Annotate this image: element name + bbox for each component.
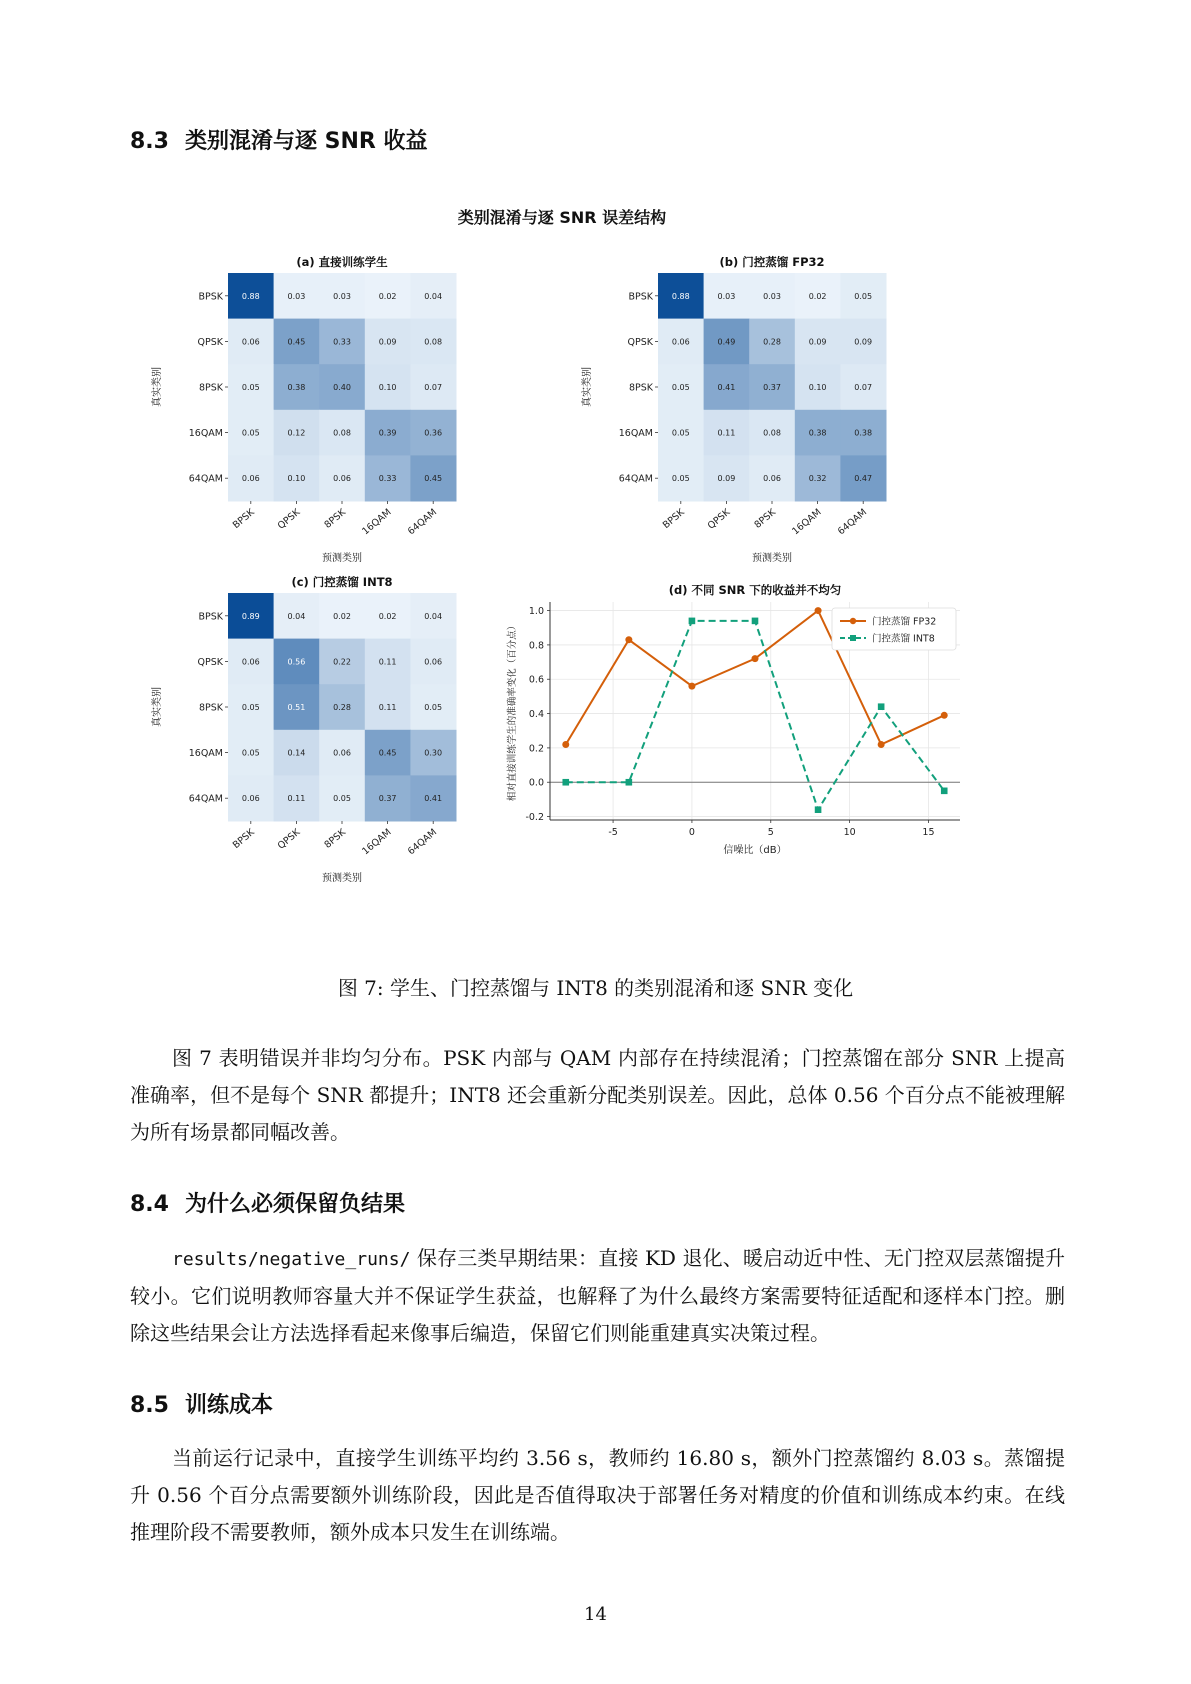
cell-value-label: 0.07: [424, 383, 443, 392]
x-tick-label: 5: [767, 827, 774, 838]
section-title: 类别混淆与逐 SNR 收益: [184, 129, 428, 154]
cell-value-label: 0.07: [854, 383, 873, 392]
cell-value-label: 0.38: [808, 428, 827, 438]
cell-value-label: 0.22: [333, 657, 351, 667]
data-point: [689, 618, 696, 625]
cell-value-label: 0.39: [378, 428, 397, 438]
y-tick-label: 8PSK: [198, 382, 223, 394]
cell-value-label: 0.41: [424, 794, 443, 804]
cell-value-label: 0.08: [763, 428, 781, 438]
cell-value-label: 0.09: [378, 337, 397, 347]
cell-value-label: 0.88: [671, 291, 690, 301]
data-point: [941, 712, 948, 719]
cell-value-label: 0.09: [808, 337, 827, 347]
y-tick-label: 8PSK: [628, 382, 653, 394]
cell-value-label: 0.06: [424, 657, 443, 667]
cell-value-label: 0.10: [287, 474, 306, 484]
x-axis-label: 预测类别: [322, 873, 362, 884]
data-point: [815, 806, 822, 813]
paragraph-2-text: 保存三类早期结果：直接 KD 退化、暖启动近中性、无门控双层蒸馏提升较小。它们说明教师容量大并不保证学生获益，也解释了为什么最终方案需要特征适配和逐样本门控。删除这些结果会让方法选择看起来像事后编造，保留它们则能重建真实决策过程。: [130, 1246, 1065, 1345]
cell-value-label: 0.88: [241, 291, 260, 301]
figure-suptitle: 类别混淆与逐 SNR 误差结构: [457, 208, 667, 227]
cell-value-label: 0.04: [287, 611, 306, 621]
cell-value-label: 0.06: [241, 337, 260, 347]
section-number: 8.3: [130, 129, 169, 154]
cell-value-label: 0.32: [808, 474, 827, 484]
data-point: [878, 703, 885, 710]
cell-value-label: 0.89: [241, 611, 260, 621]
cell-value-label: 0.04: [424, 611, 443, 621]
cell-value-label: 0.05: [333, 794, 351, 804]
y-tick-label: 1.0: [528, 606, 544, 618]
y-tick-label: -0.2: [525, 812, 544, 824]
section-heading-8-5: [130, 1388, 273, 1419]
x-tick-label: 64QAM: [405, 826, 440, 858]
cell-value-label: 0.12: [287, 428, 306, 438]
heatmap-title: (c) 门控蒸馏 INT8: [291, 575, 393, 589]
cell-value-label: 0.33: [333, 337, 351, 347]
cell-value-label: 0.45: [378, 748, 397, 758]
data-point: [562, 741, 569, 748]
heatmap-c: [150, 575, 457, 884]
cell-value-label: 0.45: [424, 474, 443, 484]
cell-value-label: 0.05: [241, 748, 260, 758]
y-tick-label: 64QAM: [188, 473, 223, 485]
data-point: [752, 618, 759, 625]
cell-value-label: 0.38: [854, 428, 873, 438]
cell-value-label: 0.05: [854, 291, 873, 301]
cell-value-label: 0.49: [717, 337, 736, 347]
data-point: [752, 655, 759, 662]
cell-value-label: 0.09: [854, 337, 873, 347]
cell-value-label: 0.37: [378, 794, 397, 804]
cell-value-label: 0.28: [333, 703, 351, 712]
x-tick-label: -5: [608, 827, 618, 838]
cell-value-label: 0.47: [854, 474, 873, 484]
y-tick-label: QPSK: [627, 336, 653, 348]
y-tick-label: 0.2: [528, 743, 544, 755]
heatmap-title: (a) 直接训练学生: [296, 255, 388, 269]
data-point: [815, 607, 822, 614]
cell-value-label: 0.33: [378, 474, 397, 484]
heatmap-a: [150, 255, 457, 564]
cell-value-label: 0.05: [671, 474, 690, 484]
cell-value-label: 0.11: [287, 794, 306, 804]
cell-value-label: 0.05: [241, 428, 260, 438]
cell-value-label: 0.03: [333, 291, 351, 301]
cell-value-label: 0.40: [333, 383, 351, 392]
y-tick-label: 0.4: [528, 709, 544, 721]
y-tick-label: 16QAM: [188, 428, 223, 440]
cell-value-label: 0.30: [424, 748, 443, 758]
cell-value-label: 0.05: [424, 703, 443, 712]
cell-value-label: 0.02: [378, 611, 397, 621]
x-axis-label: 预测类别: [322, 553, 362, 564]
y-tick-label: QPSK: [197, 656, 223, 668]
section-title: 训练成本: [184, 1393, 273, 1418]
cell-value-label: 0.06: [333, 474, 351, 484]
cell-value-label: 0.37: [763, 383, 781, 392]
section-heading-8-4: [130, 1187, 405, 1218]
cell-value-label: 0.06: [241, 794, 260, 804]
x-tick-label: BPSK: [230, 826, 257, 852]
cell-value-label: 0.06: [763, 474, 781, 484]
x-tick-label: 64QAM: [405, 506, 440, 538]
heatmap-b: [580, 255, 887, 564]
cell-value-label: 0.05: [671, 428, 690, 438]
x-tick-label: 16QAM: [360, 826, 394, 858]
cell-value-label: 0.38: [287, 383, 306, 392]
data-point: [562, 779, 569, 786]
y-axis-label: 真实类别: [582, 367, 593, 407]
data-point: [878, 741, 885, 748]
cell-value-label: 0.51: [287, 703, 306, 712]
cell-value-label: 0.11: [378, 657, 397, 667]
cell-value-label: 0.11: [378, 703, 397, 712]
code-path: results/negative_runs/: [172, 1249, 411, 1270]
paragraph-1: 图 7 表明错误并非均匀分布。PSK 内部与 QAM 内部存在持续混淆；门控蒸馏在部分 SNR 上提高准确率，但不是每个 SNR 都提升；INT8 还会重新分配类别误差。因此，总体 0.56 个百分点不能被理解为所有场景都同幅改善。: [130, 1046, 1065, 1144]
x-tick-label: 8PSK: [322, 826, 348, 851]
y-tick-label: 64QAM: [188, 793, 223, 805]
x-tick-label: 16QAM: [790, 506, 824, 538]
cell-value-label: 0.08: [333, 428, 351, 438]
cell-value-label: 0.06: [333, 748, 351, 758]
y-axis-label: 真实类别: [152, 367, 163, 407]
section-heading-8-3: [130, 124, 428, 155]
line-chart-title: (d) 不同 SNR 下的收益并不均匀: [668, 583, 842, 597]
cell-value-label: 0.14: [287, 748, 306, 758]
legend-label: 门控蒸馏 INT8: [872, 633, 935, 645]
section-title: 为什么必须保留负结果: [184, 1192, 405, 1217]
y-tick-label: QPSK: [197, 336, 223, 348]
cell-value-label: 0.03: [763, 291, 781, 301]
y-tick-label: 16QAM: [188, 748, 223, 760]
cell-value-label: 0.05: [241, 703, 260, 712]
paragraph-3: 当前运行记录中，直接学生训练平均约 3.56 s，教师约 16.80 s，额外门控蒸馏约 8.03 s。蒸馏提升 0.56 个百分点需要额外训练阶段，因此是否值得取决于部署任务对精度的价值和训练成本约束。在线推理阶段不需要教师，额外成本只发生在训练端。: [130, 1446, 1065, 1544]
x-tick-label: BPSK: [230, 506, 257, 532]
x-tick-label: 16QAM: [360, 506, 394, 538]
y-tick-label: 0.0: [528, 777, 544, 789]
line-chart-d: [506, 583, 960, 856]
x-axis-label: 信噪比（dB）: [723, 845, 787, 856]
y-axis-label: 相对直接训练学生的准确率变化（百分点）: [507, 620, 518, 802]
y-tick-label: 64QAM: [618, 473, 653, 485]
cell-value-label: 0.03: [717, 291, 736, 301]
x-tick-label: 64QAM: [835, 506, 870, 538]
y-tick-label: BPSK: [198, 291, 223, 303]
cell-value-label: 0.05: [671, 383, 690, 392]
cell-value-label: 0.28: [763, 337, 781, 347]
x-tick-label: QPSK: [705, 506, 733, 532]
x-tick-label: QPSK: [275, 826, 303, 852]
page-number: 14: [584, 1604, 607, 1625]
figure-7: [150, 195, 1050, 965]
x-tick-label: QPSK: [275, 506, 303, 532]
x-tick-label: 0: [688, 827, 695, 838]
y-tick-label: BPSK: [628, 291, 653, 303]
cell-value-label: 0.04: [424, 291, 443, 301]
data-point: [625, 636, 632, 643]
cell-value-label: 0.05: [241, 383, 260, 392]
paragraph-2: [130, 1240, 1065, 1352]
y-tick-label: 16QAM: [618, 428, 653, 440]
x-tick-label: BPSK: [660, 506, 687, 532]
data-point: [626, 779, 633, 786]
data-point: [688, 683, 695, 690]
cell-value-label: 0.06: [241, 657, 260, 667]
cell-value-label: 0.02: [333, 611, 351, 621]
cell-value-label: 0.06: [241, 474, 260, 484]
x-axis-label: 预测类别: [752, 553, 792, 564]
cell-value-label: 0.02: [378, 291, 397, 301]
cell-value-label: 0.56: [287, 657, 306, 667]
legend-marker: [850, 618, 856, 624]
cell-value-label: 0.06: [671, 337, 690, 347]
x-tick-label: 8PSK: [752, 506, 778, 531]
x-tick-label: 8PSK: [322, 506, 348, 531]
cell-value-label: 0.41: [717, 383, 736, 392]
y-tick-label: 0.8: [528, 640, 544, 652]
cell-value-label: 0.36: [424, 428, 443, 438]
legend-marker: [850, 635, 856, 641]
cell-value-label: 0.10: [378, 383, 397, 392]
y-tick-label: 0.6: [528, 674, 544, 686]
cell-value-label: 0.11: [717, 428, 736, 438]
section-number: 8.4: [130, 1192, 169, 1217]
cell-value-label: 0.10: [808, 383, 827, 392]
section-number: 8.5: [130, 1393, 169, 1418]
x-tick-label: 15: [922, 827, 935, 838]
y-axis-label: 真实类别: [152, 687, 163, 727]
cell-value-label: 0.03: [287, 291, 306, 301]
y-tick-label: BPSK: [198, 611, 223, 623]
figure-caption: 图 7: 学生、门控蒸馏与 INT8 的类别混淆和逐 SNR 变化: [337, 976, 854, 1000]
x-tick-label: 10: [843, 827, 856, 838]
legend-label: 门控蒸馏 FP32: [872, 616, 937, 628]
data-point: [941, 788, 948, 795]
cell-value-label: 0.09: [717, 474, 736, 484]
cell-value-label: 0.08: [424, 337, 443, 347]
y-tick-label: 8PSK: [198, 702, 223, 714]
cell-value-label: 0.45: [287, 337, 306, 347]
heatmap-title: (b) 门控蒸馏 FP32: [719, 255, 825, 269]
cell-value-label: 0.02: [808, 291, 827, 301]
